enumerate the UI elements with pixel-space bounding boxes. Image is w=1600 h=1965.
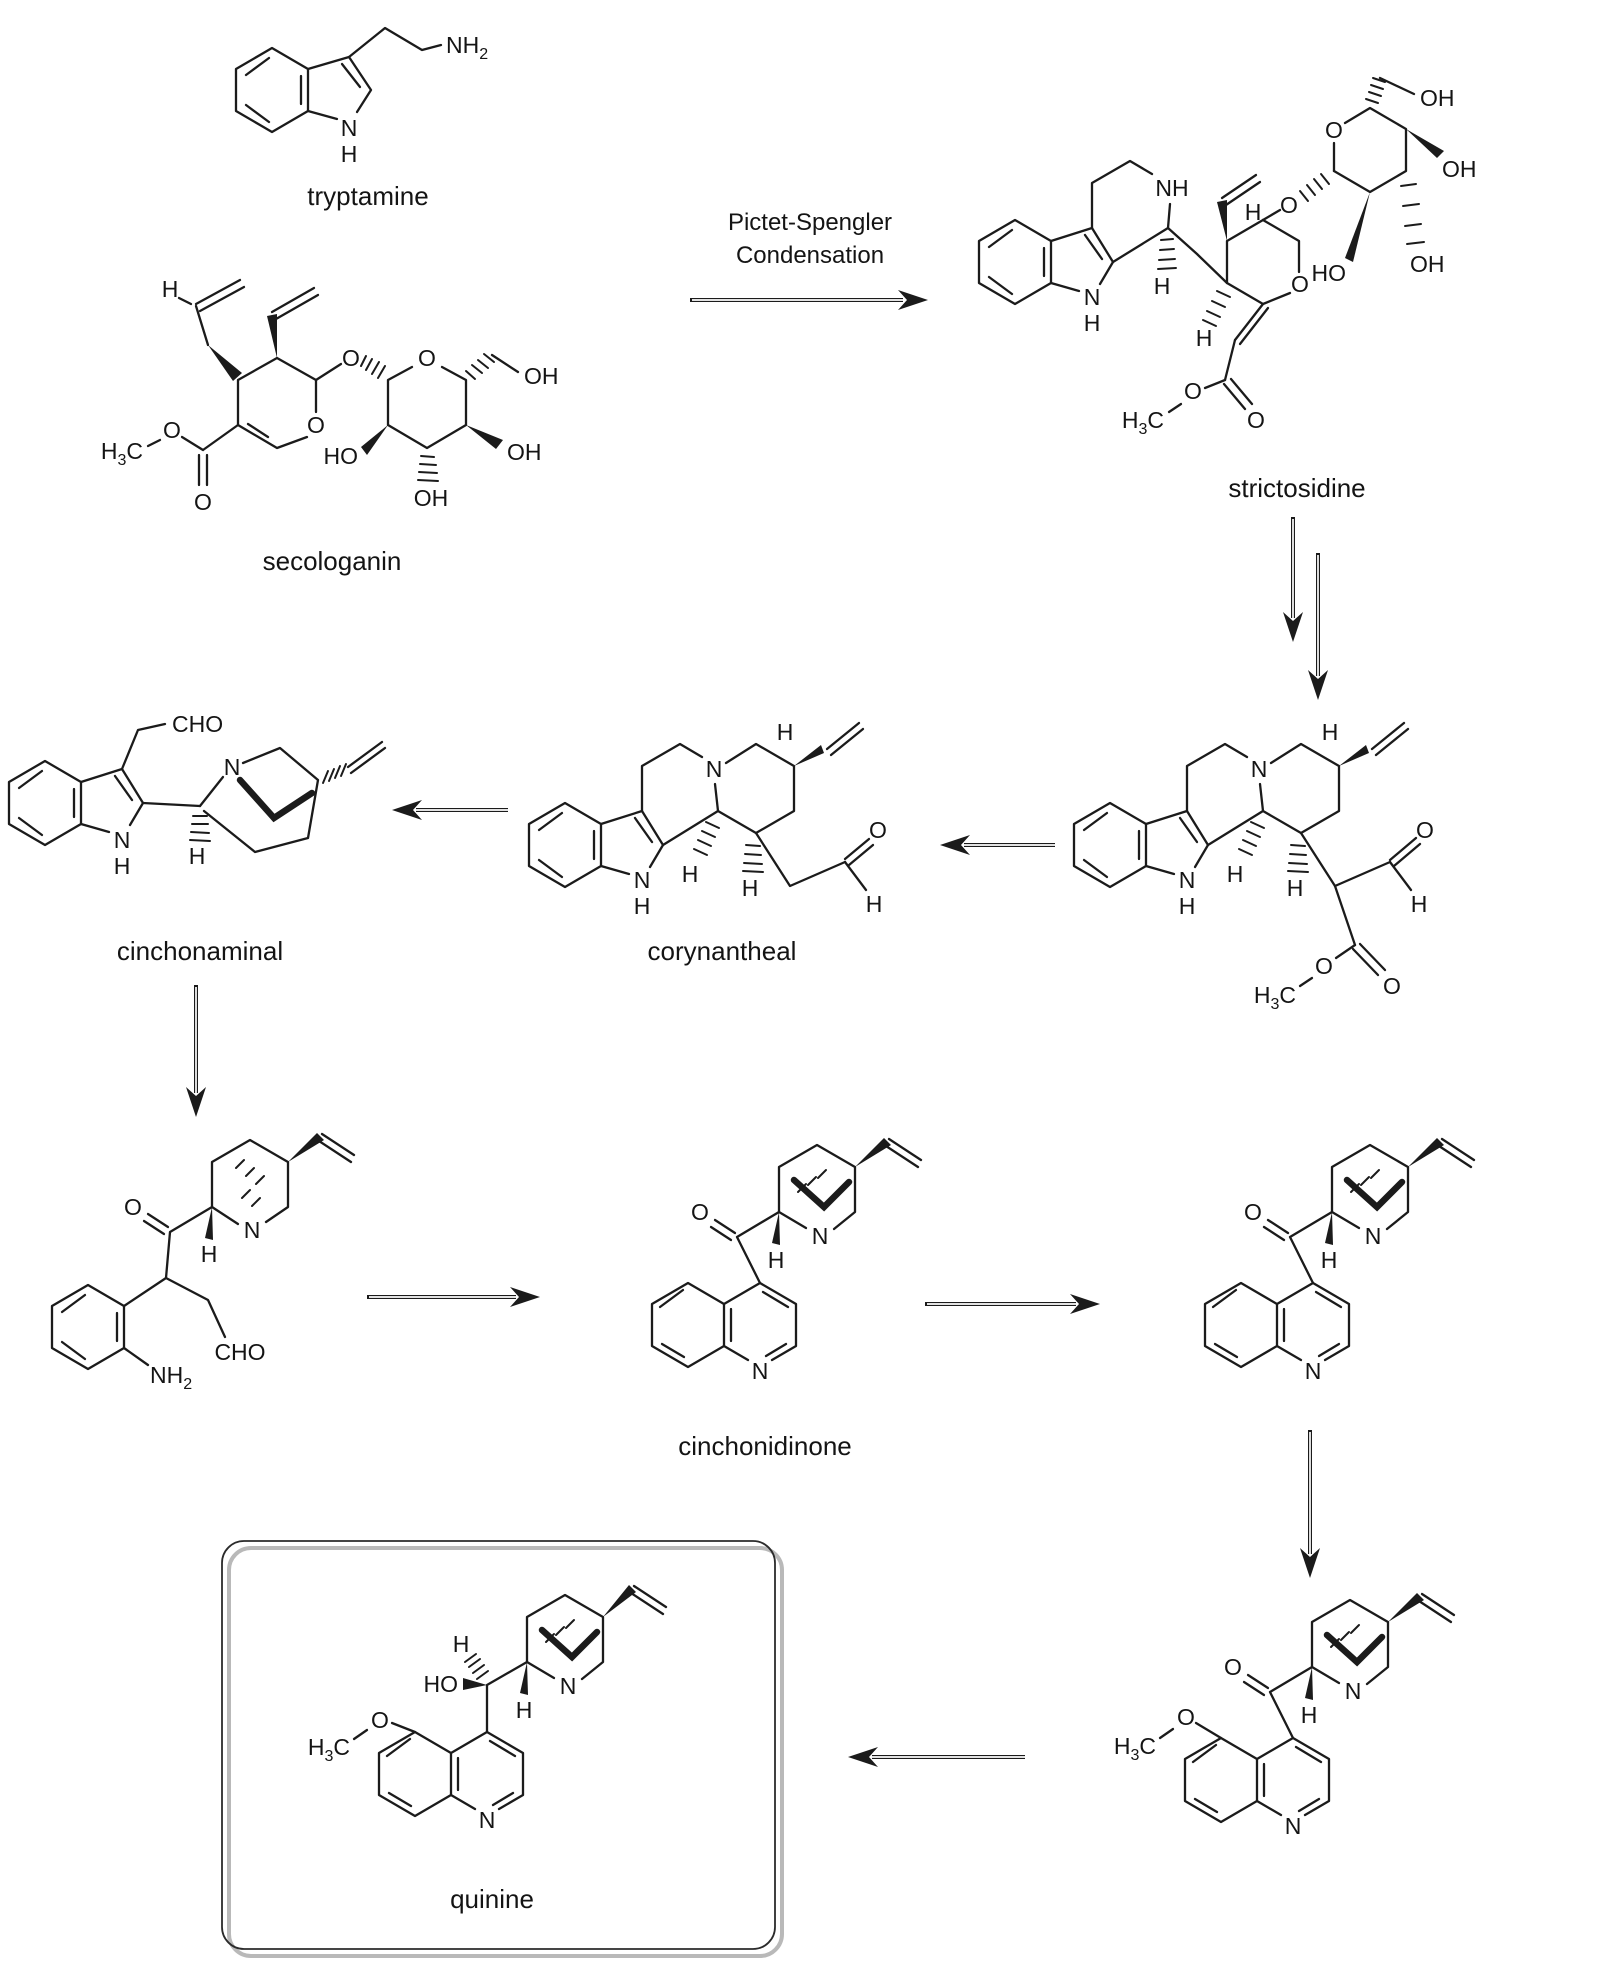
cho-label: CHO [172,711,224,737]
stereo-h-label: H [200,1241,218,1267]
stereo-h-label: H [1300,1702,1318,1728]
stereo-h-label: H [188,843,206,869]
arrow-to-cinchoninone [925,1294,1100,1314]
stereo-h15-label: H [1286,875,1304,901]
ketone-o-label: O [1244,1199,1262,1225]
amine-label: $NH_2$ [446,32,489,63]
structure-secologanin [101,276,559,576]
ester-carbonyl-o-label: O [1383,973,1401,999]
structure-cinchonaminal [9,711,385,966]
aldehyde-o-label: O [869,817,887,843]
aldehyde-h-label: H [865,891,883,917]
methyl-label: $H_3C$ [100,438,143,469]
indole-n-label: N [113,827,131,853]
arrow-strictosidine-step2 [1308,553,1328,700]
structure-tryptamine [236,28,488,211]
oh-right-label: OH [507,439,542,465]
reaction-name-line2: Condensation [735,242,885,269]
stereo-h1-label: H [681,861,699,887]
label-corynantheal: corynantheal [647,936,797,966]
arrow-pictet-spengler [690,209,928,310]
glycosidic-o-label: O [1280,192,1298,218]
stereo-h9-label: H [452,1631,470,1657]
ho-label: HO [1311,260,1346,286]
stereo-h15-label: H [741,875,759,901]
stereo-h-vinyl-label: H [776,719,794,745]
ketone-o-label: O [1224,1654,1242,1680]
stereo-h1-label: H [1153,273,1171,299]
aniline-nh2-label: $NH_2$ [150,1362,193,1393]
quinoline-n-label: N [751,1358,769,1384]
hydroxyl-label: HO [423,1671,458,1697]
label-cinchonaminal: cinchonaminal [116,936,284,966]
quinuclidine-n-label: N [1364,1223,1382,1249]
ketone-o-label: O [691,1199,709,1225]
aldehyde-o-label: O [1416,817,1434,843]
stereo-h-vinyl-label: H [1321,719,1339,745]
stereo-h15-label: H [1195,325,1213,351]
label-tryptamine: tryptamine [307,181,429,211]
pyran-o-label: O [307,412,325,438]
ester-carbonyl-o-label: O [194,489,212,515]
stereo-h-label: H [161,276,179,302]
ester-o-label: O [163,417,181,443]
arrow-strictosidine-step1 [1283,517,1303,642]
cho-label: CHO [214,1339,266,1365]
quinoline-n-label: N [1304,1358,1322,1384]
oh-ch2-label: OH [1420,85,1455,111]
structure-cinchonidinone [652,1138,921,1461]
arrow-to-quinine [848,1747,1025,1767]
indole-n-label: N [633,867,651,893]
quinuclidine-n-label: N [811,1223,829,1249]
quinuclidine-n-label: N [223,754,241,780]
ring-nh-label: NH [1155,175,1189,201]
amine-n-label: N [705,756,723,782]
structure-corynantheal [529,719,887,966]
label-secologanin: secologanin [262,546,402,576]
methoxy-o-label: O [1177,1704,1195,1730]
indole-h-label: H [1083,310,1101,336]
glycosidic-o-label: O [342,345,360,371]
piperidine-n-label: N [243,1217,261,1243]
quinuclidine-n-label: N [1344,1678,1362,1704]
structure-quininone [1114,1593,1454,1839]
reaction-name-line1: Pictet-Spengler [727,209,893,236]
oh-ch2-label: OH [524,363,559,389]
quinoline-n-label: N [478,1807,496,1833]
stereo-h1-label: H [1226,861,1244,887]
quinoline-n-label: N [1284,1813,1302,1839]
stereo-h-label: H [767,1247,785,1273]
label-quinine: quinine [450,1884,534,1914]
sugar-o-label: O [418,345,436,371]
indole-n-label: N [1083,284,1101,310]
arrow-to-corynantheal [940,835,1055,855]
label-cinchonidinone: cinchonidinone [678,1431,852,1461]
amine-n-label: N [1250,756,1268,782]
stereo-h8-label: H [515,1697,533,1723]
oh-bottom-label: OH [1410,251,1445,277]
methyl-label: $H_3C$ [307,1734,350,1765]
arrow-to-quininone [1300,1430,1320,1578]
structure-aglycone-intermediate [1074,719,1434,1013]
ester-o-label: O [1315,953,1333,979]
methoxy-o-label: O [371,1707,389,1733]
ketone-o-label: O [124,1194,142,1220]
methyl-label: $H_3C$ [1113,1733,1156,1764]
pyran-o-label: O [1291,271,1309,297]
oh-bottom-label: OH [413,485,449,511]
aldehyde-h-label: H [1410,891,1428,917]
indole-n-label: N [1178,867,1196,893]
indole-h-label: H [113,853,131,879]
vinyl-h-label: H [1244,199,1262,225]
structure-quinine [308,1585,666,1914]
indole-n-label: N [340,115,358,141]
oh-right-label: OH [1442,156,1477,182]
arrow-to-cinchonidinone [367,1287,540,1307]
methyl-label: $H_3C$ [1121,407,1164,438]
indole-h-label: H [1178,893,1196,919]
arrow-cinchonaminal-down [186,985,206,1117]
quinuclidine-n-label: N [559,1673,577,1699]
arrow-to-cinchonaminal [392,800,508,820]
label-strictosidine: strictosidine [1228,473,1366,503]
ester-o-label: O [1184,378,1202,404]
stereo-h-label: H [1320,1247,1338,1273]
ho-label: HO [323,443,358,469]
structure-strictosidine [979,78,1477,503]
ester-carbonyl-o-label: O [1247,407,1265,433]
sugar-o-label: O [1325,117,1343,143]
structure-aminoketone-intermediate [52,1133,354,1393]
methyl-label: $H_3C$ [1253,982,1296,1013]
indole-h-label: H [340,141,358,167]
indole-h-label: H [633,893,651,919]
structure-ketone-intermediate [1205,1138,1474,1384]
